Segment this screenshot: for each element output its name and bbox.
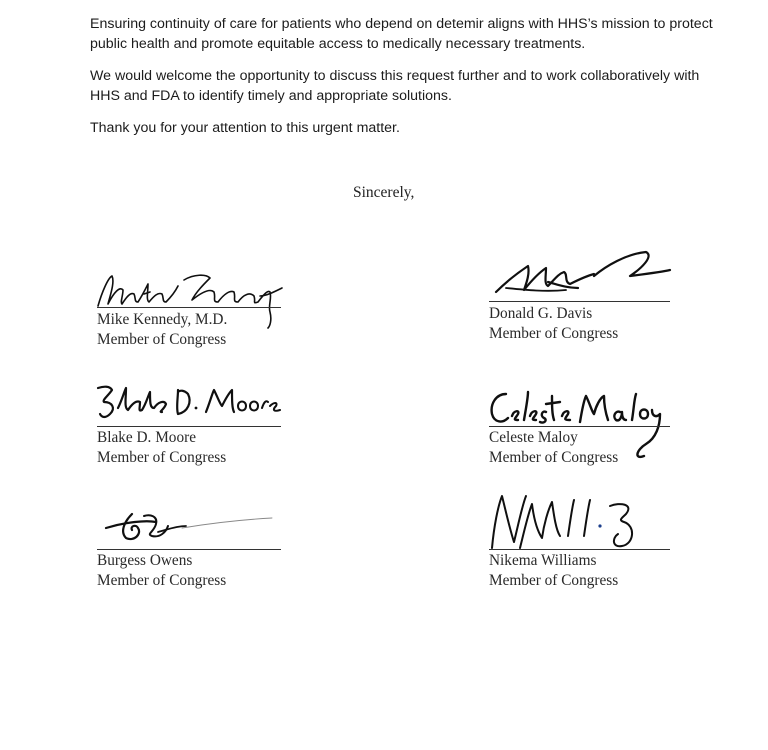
paragraph-continuity-of-care: Ensuring continuity of care for patients who depend on detemir aligns with HHS’s mission to protect public health and promote equitable access to medically necessary treatments. — [90, 16, 713, 52]
signature-line — [97, 549, 281, 550]
signature-line — [97, 307, 281, 308]
signature-line — [489, 549, 670, 550]
signatory-title: Member of Congress — [489, 325, 619, 342]
signatory-name: Mike Kennedy, M.D. — [97, 311, 228, 328]
signature-burgess-owens — [96, 502, 282, 552]
closing-salutation: Sincerely, — [353, 184, 415, 201]
signatory-name: Donald G. Davis — [489, 305, 593, 322]
signature-line — [489, 301, 670, 302]
signatory-title: Member of Congress — [97, 572, 227, 589]
signature-donald-davis — [486, 244, 676, 304]
paragraph-thank-you: Thank you for your attention to this urgent matter. — [90, 120, 400, 136]
signatory-name: Burgess Owens — [97, 552, 193, 569]
signatory-title: Member of Congress — [97, 331, 227, 348]
signatory-title: Member of Congress — [97, 449, 227, 466]
paragraph-request-discussion: We would welcome the opportunity to discuss this request further and to work collaboratively with HHS and FDA to identify timely and appropriate solutions. — [90, 68, 700, 104]
signatory-title: Member of Congress — [489, 572, 619, 589]
signatory-title: Member of Congress — [489, 449, 619, 466]
signatory-name: Blake D. Moore — [97, 429, 196, 446]
signature-blake-moore — [94, 378, 284, 428]
signature-line — [97, 426, 281, 427]
signatory-name: Celeste Maloy — [489, 429, 578, 446]
signature-line — [489, 426, 670, 427]
signatory-name: Nikema Williams — [489, 552, 597, 569]
